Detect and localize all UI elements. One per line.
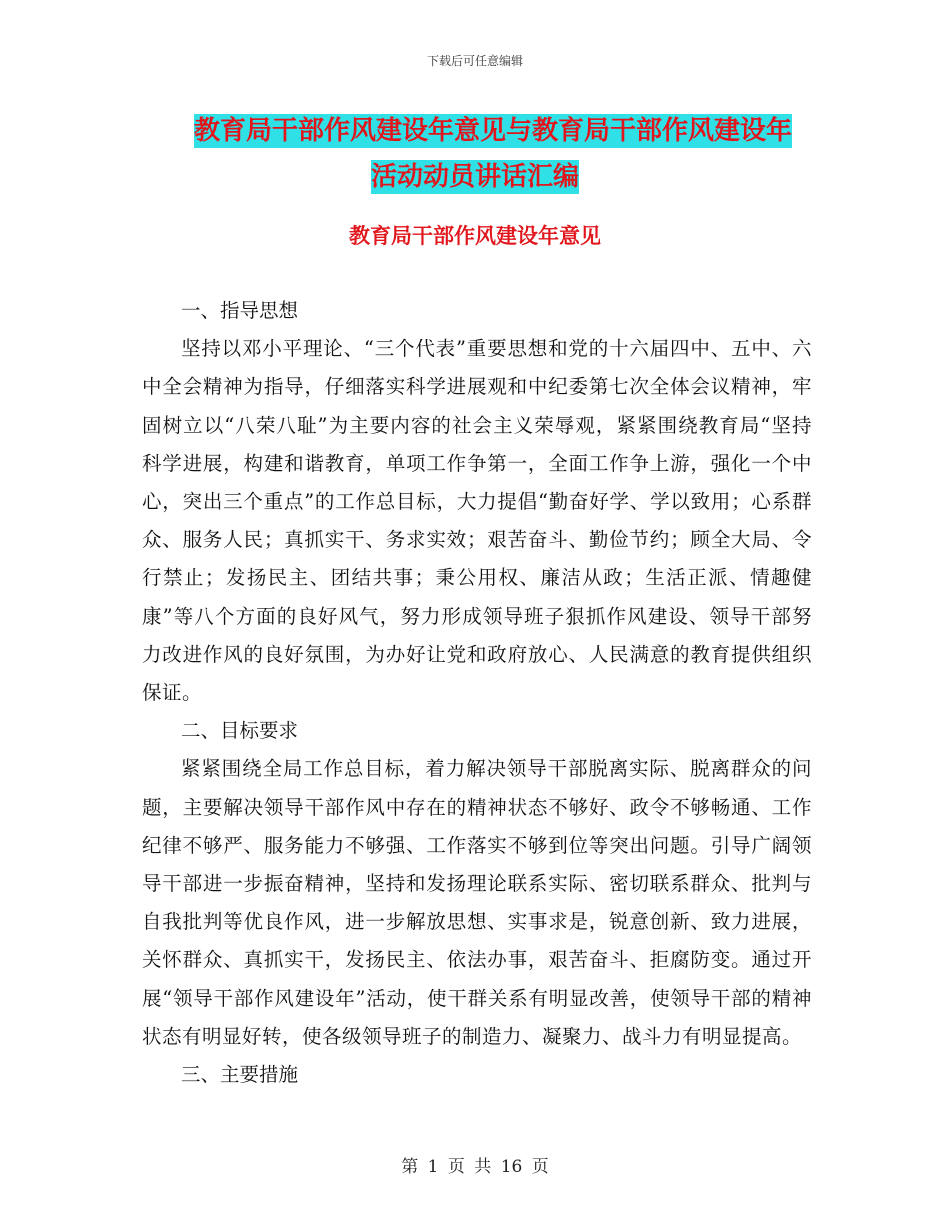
title-highlight-1: 教育局干部作风建设年意见与教育局干部作风建设年 xyxy=(194,116,793,146)
document-title-line-1 xyxy=(150,108,800,154)
document-title xyxy=(150,108,800,200)
document-body xyxy=(142,292,812,1094)
heading-main-measures: 三、主要措施 xyxy=(181,1063,299,1087)
heading-goals: 二、目标要求 xyxy=(181,719,299,743)
paragraph-goals: 紧紧围绕全局工作总目标，着力解决领导干部脱离实际、脱离群众的问题，主要解决领导干部作风中存在的精神状态不够好、政令不够畅通、工作纪律不够严、服务能力不够强、工作落实不够到位等突出问题。引导广阔领导干部进一步振奋精神，坚持和发扬理论联系实际、密切联系群众、批判与自我批判等优良作风，进一步解放思想、实事求是，锐意创新、致力进展，关怀群众、真抓实干，发扬民主、依法办事，艰苦奋斗、拒腐防变。通过开展“领导干部作风建设年”活动，使干群关系有明显改善，使领导干部的精神状态有明显好转，使各级领导班子的制造力、凝聚力、战斗力有明显提高。 xyxy=(142,757,812,1048)
document-title-line-2 xyxy=(150,154,800,200)
page-number-footer: 第 1 页 共 16 页 xyxy=(401,1157,549,1177)
section-title: 教育局干部作风建设年意见 xyxy=(349,224,601,248)
header-note: 下载后可任意编辑 xyxy=(426,54,523,68)
paragraph-guiding-ideology: 坚持以邓小平理论、“三个代表”重要思想和党的十六届四中、五中、六中全会精神为指导，仔细落实科学进展观和中纪委第七次全体会议精神，牢固树立以“八荣八耻”为主要内容的社会主义荣辱观，紧紧围绕教育局“坚持科学进展，构建和谐教育，单项工作争第一，全面工作争上游，强化一个中心，突出三个重点”的工作总目标，大力提倡“勤奋好学、学以致用；心系群众、服务人民；真抓实干、务求实效；艰苦奋斗、勤俭节约；顾全大局、令行禁止；发扬民主、团结共事；秉公用权、廉洁从政；生活正派、情趣健康”等八个方面的良好风气，努力形成领导班子狠抓作风建设、领导干部努力改进作风的良好氛围，为办好让党和政府放心、人民满意的教育提供组织保证。 xyxy=(142,337,812,705)
heading-guiding-ideology: 一、指导思想 xyxy=(181,299,299,322)
title-highlight-2: 活动动员讲话汇编 xyxy=(370,162,579,192)
